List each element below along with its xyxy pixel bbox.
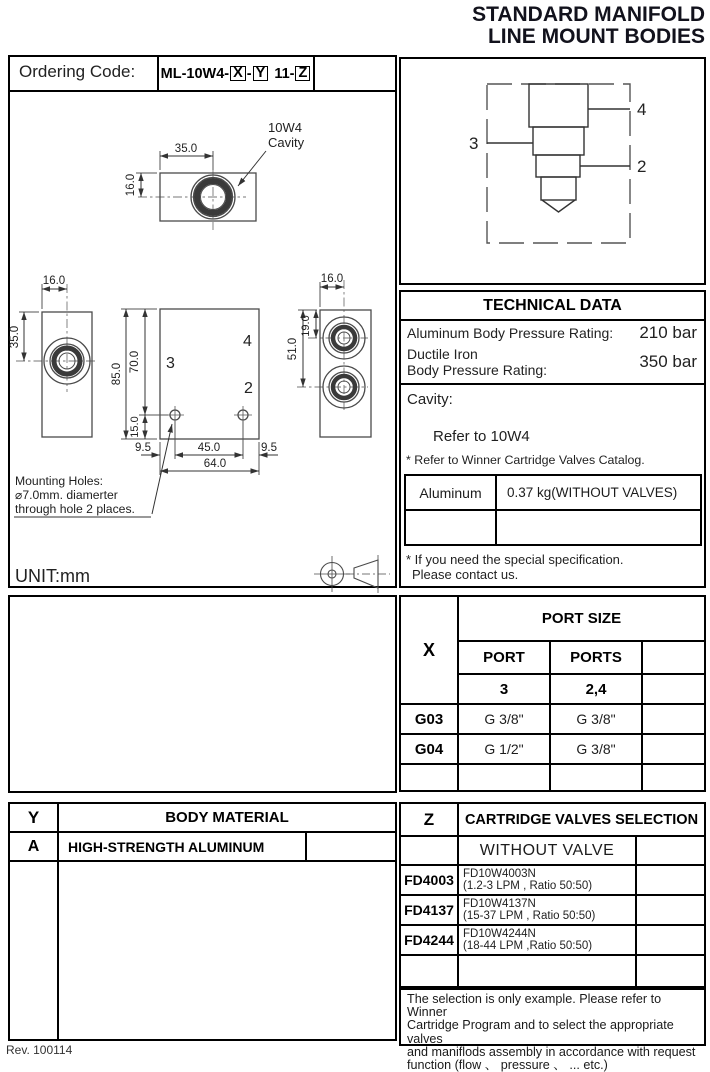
ordering-code-part2: 11- — [274, 65, 295, 82]
cartridge-row-desc — [459, 926, 635, 954]
ordering-code-label: Ordering Code: — [19, 62, 136, 81]
port-table-empty — [643, 675, 704, 703]
weight-table — [404, 474, 702, 546]
dim-top-width: 35.0 — [174, 143, 198, 155]
dim-front-9-5-right: 9.5 — [261, 442, 277, 454]
front-port4-label: 4 — [243, 333, 252, 350]
pressure-rating-aluminum-value: 210 bar — [639, 323, 697, 342]
schematic-port4-label: 4 — [637, 100, 647, 119]
selection-note — [399, 988, 706, 1072]
dim-front-9-5-left: 9.5 — [135, 442, 151, 454]
cartridge-empty — [637, 866, 704, 894]
body-table-empty — [10, 862, 57, 1039]
part-outlines — [42, 173, 371, 439]
revision-label: Rev. 100114 — [6, 1043, 73, 1057]
schematic-port3-label: 3 — [469, 134, 479, 153]
port-row-code: G04 — [401, 735, 457, 763]
cartridge-row-desc — [459, 896, 635, 924]
port-size-table — [399, 595, 706, 792]
cartridge-row-spec: (1.2-3 LPM , Ratio 50:50) — [463, 880, 593, 892]
selection-note-line4: function (flow 、 pressure 、 ... etc.) — [407, 1058, 608, 1072]
dim-left-height: 35.0 — [9, 325, 21, 349]
dimension-lines — [14, 151, 344, 517]
dim-front-70: 70.0 — [129, 350, 141, 374]
cartridge-row-code: FD4003 — [401, 866, 457, 894]
special-specification-note — [406, 552, 624, 582]
ordering-code-part1: ML-10W4- — [160, 65, 230, 82]
selection-note-line3: and maniflods assembly in accordance with request — [407, 1044, 696, 1059]
ordering-code-y: Y — [253, 66, 269, 81]
port-table-empty — [459, 765, 549, 790]
port-table-empty — [643, 735, 704, 763]
weight-value-cell: 0.37 kg(WITHOUT VALVES) — [497, 476, 700, 509]
ordering-code-z: Z — [295, 66, 310, 81]
cavity-schematic-panel — [399, 57, 706, 285]
port-table-title: PORT SIZE — [459, 597, 704, 640]
dimension-drawing — [10, 90, 395, 586]
dim-right-51: 51.0 — [287, 337, 299, 361]
mounting-note-line3: through hole 2 places. — [15, 502, 135, 516]
hole-crosshairs — [166, 406, 252, 424]
body-row-material: HIGH-STRENGTH ALUMINUM — [59, 833, 305, 860]
page-title-line1: STANDARD MANIFOLD — [472, 3, 705, 26]
drawing-panel — [8, 55, 397, 588]
body-table-y-header: Y — [10, 804, 57, 831]
ordering-code-value — [157, 57, 315, 90]
cartridge-row-spec: (18-44 LPM ,Ratio 50:50) — [463, 940, 593, 952]
page-title — [472, 4, 705, 48]
pressure-rating-iron-row — [407, 346, 697, 378]
projection-symbol-icon — [314, 555, 390, 593]
pressure-rating-iron-value: 350 bar — [639, 352, 697, 371]
cavity-section-value: Refer to 10W4 — [433, 428, 530, 445]
cartridge-row-spec: (15-37 LPM , Ratio 50:50) — [463, 910, 596, 922]
port-table-empty — [401, 765, 457, 790]
body-table-title: BODY MATERIAL — [59, 804, 395, 831]
special-note-line2: Please contact us. — [412, 567, 519, 582]
technical-data-header: TECHNICAL DATA — [401, 292, 704, 321]
cartridge-empty — [401, 837, 457, 864]
selection-note-line2: Cartridge Program and to select the appropriate valves — [407, 1018, 674, 1046]
cartridge-row-code: FD4244 — [401, 926, 457, 954]
port-row-ports24: G 3/8" — [551, 705, 641, 733]
cartridge-empty — [637, 896, 704, 924]
port-row-ports24: G 3/8" — [551, 735, 641, 763]
port-table-x-header: X — [401, 597, 457, 703]
dim-front-45: 45.0 — [197, 442, 221, 454]
port-table-sub-port: 3 — [459, 675, 549, 703]
weight-empty-cell-2 — [497, 511, 700, 544]
port-table-sub-ports: 2,4 — [551, 675, 641, 703]
cartridge-row-model: FD10W4137N — [463, 897, 536, 910]
dim-right-width: 16.0 — [320, 273, 344, 285]
unit-label: UNIT:mm — [15, 566, 90, 586]
ordering-code-row — [10, 57, 395, 92]
body-row-code: A — [10, 833, 57, 860]
cartridge-empty — [637, 926, 704, 954]
schematic-port2-label: 2 — [637, 157, 647, 176]
weight-material-cell: Aluminum — [406, 476, 495, 509]
technical-divider — [401, 383, 704, 385]
body-material-table — [8, 802, 397, 1041]
cartridge-empty — [401, 956, 457, 986]
pressure-rating-iron-label-line1: Ductile Iron — [407, 346, 478, 362]
port-row-code: G03 — [401, 705, 457, 733]
technical-data-panel — [399, 290, 706, 588]
ordering-code-x: X — [230, 66, 246, 81]
body-table-empty — [307, 833, 395, 860]
port-table-empty — [643, 765, 704, 790]
dim-right-19: 19.0 — [300, 315, 312, 337]
cartridge-row-model: FD10W4003N — [463, 867, 536, 880]
cartridge-without-valve: WITHOUT VALVE — [459, 837, 635, 864]
cartridge-empty — [459, 956, 635, 986]
port-table-empty — [643, 705, 704, 733]
cavity-section-label: Cavity: — [407, 391, 453, 408]
cartridge-valves-table — [399, 802, 706, 988]
schematic-boundary — [487, 84, 630, 243]
cartridge-row-desc — [459, 866, 635, 894]
cavity-section-note: * Refer to Winner Cartridge Valves Catalog. — [406, 453, 645, 467]
cavity-callout-line1: 10W4 — [268, 120, 302, 135]
port-table-empty — [643, 642, 704, 673]
cartridge-title: CARTRIDGE VALVES SELECTION — [459, 804, 704, 835]
selection-note-line1: The selection is only example. Please refer to Winner — [407, 992, 662, 1020]
cartridge-empty — [637, 837, 704, 864]
special-note-line1: * If you need the special specification. — [406, 552, 624, 567]
body-table-empty — [59, 862, 395, 1039]
pressure-rating-aluminum-label: Aluminum Body Pressure Rating: — [407, 325, 614, 341]
pressure-rating-iron-label-line2: Body Pressure Rating: — [407, 362, 548, 378]
cartridge-row-code: FD4137 — [401, 896, 457, 924]
dim-top-height: 16.0 — [125, 173, 137, 197]
cavity-callout-line2: Cavity — [268, 135, 305, 150]
page-title-line2: LINE MOUNT BODIES — [487, 25, 705, 48]
cartridge-z-header: Z — [401, 804, 457, 835]
weight-empty-cell-1 — [406, 511, 495, 544]
schematic-plug — [487, 84, 630, 212]
pressure-rating-aluminum-row — [407, 323, 697, 343]
front-port3-label: 3 — [166, 355, 175, 372]
empty-panel — [8, 595, 397, 793]
port-row-port3: G 1/2" — [459, 735, 549, 763]
dim-left-width: 16.0 — [42, 275, 66, 287]
port-row-port3: G 3/8" — [459, 705, 549, 733]
dim-front-15: 15.0 — [129, 416, 141, 438]
cavity-schematic-drawing — [401, 59, 704, 283]
ordering-code-dash: - — [246, 65, 252, 82]
port-table-empty — [551, 765, 641, 790]
mounting-note-line2: ⌀7.0mm. diamerter — [15, 488, 118, 502]
port-table-col-ports: PORTS — [551, 642, 641, 673]
cartridge-empty — [637, 956, 704, 986]
cartridge-row-model: FD10W4244N — [463, 927, 536, 940]
mounting-note-line1: Mounting Holes: — [15, 474, 104, 488]
dim-front-85: 85.0 — [111, 362, 123, 386]
port-table-col-port: PORT — [459, 642, 549, 673]
front-port2-label: 2 — [244, 380, 253, 397]
extension-lines — [19, 151, 320, 475]
dim-front-64: 64.0 — [203, 458, 227, 470]
